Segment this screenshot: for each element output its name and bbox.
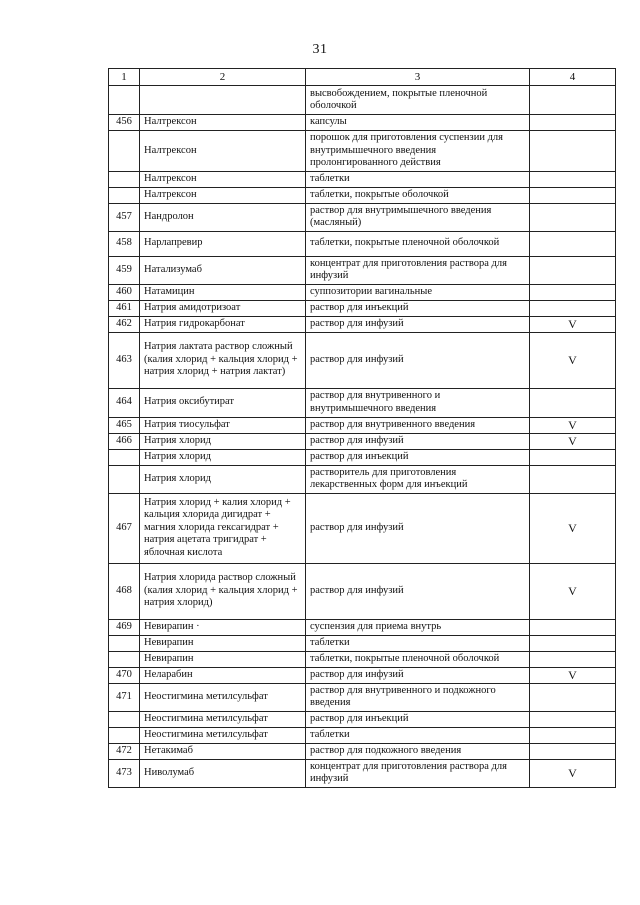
row-number — [109, 635, 140, 651]
row-number: 459 — [109, 256, 140, 284]
drug-name: Ниволумаб — [140, 759, 306, 787]
vital-mark — [530, 635, 616, 651]
row-number: 456 — [109, 115, 140, 131]
table-row — [109, 417, 616, 433]
dosage-form: таблетки, покрытые пленочной оболочкой — [306, 231, 530, 256]
table-row — [109, 759, 616, 787]
table-row — [109, 635, 616, 651]
row-number: 472 — [109, 743, 140, 759]
vital-mark: V — [530, 332, 616, 388]
row-number — [109, 449, 140, 465]
table-header-row — [109, 69, 616, 86]
row-number: 465 — [109, 417, 140, 433]
drug-name: Натрия тиосульфат — [140, 417, 306, 433]
row-number: 463 — [109, 332, 140, 388]
row-number — [109, 727, 140, 743]
drug-name: Нарлапревир — [140, 231, 306, 256]
dosage-form: высвобождением, покрытые пленочной оболочкой — [306, 86, 530, 115]
row-number: 464 — [109, 388, 140, 417]
vital-mark — [530, 284, 616, 300]
row-number: 469 — [109, 619, 140, 635]
row-number: 466 — [109, 433, 140, 449]
vital-mark — [530, 727, 616, 743]
dosage-form: порошок для приготовления суспензии для внутримышечного введения пролонгированного действия — [306, 131, 530, 172]
drug-name: Нандролон — [140, 203, 306, 231]
drug-name: Натрия хлорид + калия хлорид + кальция хлорида дигидрат + магния хлорида гексагидрат + натрия ацетата тригидрат + яблочная кислота — [140, 493, 306, 563]
table-row — [109, 388, 616, 417]
row-number: 471 — [109, 683, 140, 711]
table-row — [109, 300, 616, 316]
table-row — [109, 493, 616, 563]
table-body — [109, 69, 616, 788]
header-col-3: 3 — [306, 69, 530, 86]
table-row — [109, 619, 616, 635]
table-row — [109, 683, 616, 711]
table-row — [109, 187, 616, 203]
drug-name: Налтрексон — [140, 187, 306, 203]
row-number — [109, 711, 140, 727]
vital-mark: V — [530, 493, 616, 563]
row-number: 461 — [109, 300, 140, 316]
vital-mark: V — [530, 417, 616, 433]
header-col-1: 1 — [109, 69, 140, 86]
table-row — [109, 171, 616, 187]
row-number — [109, 171, 140, 187]
dosage-form: таблетки — [306, 727, 530, 743]
row-number: 467 — [109, 493, 140, 563]
dosage-form: раствор для инъекций — [306, 711, 530, 727]
dosage-form: раствор для внутривенного введения — [306, 417, 530, 433]
dosage-form: раствор для подкожного введения — [306, 743, 530, 759]
vital-mark: V — [530, 563, 616, 619]
row-number: 473 — [109, 759, 140, 787]
vital-mark: V — [530, 316, 616, 332]
drug-name: Натрия хлорида раствор сложный (калия хлорид + кальция хлорид + натрия хлорид) — [140, 563, 306, 619]
table-row — [109, 316, 616, 332]
vital-mark — [530, 651, 616, 667]
table-row — [109, 131, 616, 172]
dosage-form: раствор для внутривенного и подкожного введения — [306, 683, 530, 711]
row-number — [109, 187, 140, 203]
row-number: 458 — [109, 231, 140, 256]
vital-mark — [530, 231, 616, 256]
drug-name: Налтрексон — [140, 171, 306, 187]
vital-mark — [530, 300, 616, 316]
row-number — [109, 86, 140, 115]
vital-mark: V — [530, 433, 616, 449]
dosage-form: раствор для внутримышечного введения (масляный) — [306, 203, 530, 231]
table-row — [109, 449, 616, 465]
row-number — [109, 465, 140, 493]
dosage-form: суспензия для приема внутрь — [306, 619, 530, 635]
table-row — [109, 284, 616, 300]
drug-name: Натрия оксибутират — [140, 388, 306, 417]
dosage-form: раствор для инъекций — [306, 300, 530, 316]
dosage-form: раствор для инфузий — [306, 493, 530, 563]
table-row — [109, 86, 616, 115]
vital-mark — [530, 256, 616, 284]
row-number: 460 — [109, 284, 140, 300]
vital-mark — [530, 711, 616, 727]
drug-name: Неостигмина метилсульфат — [140, 711, 306, 727]
drug-name: Налтрексон — [140, 115, 306, 131]
vital-mark — [530, 683, 616, 711]
vital-mark — [530, 619, 616, 635]
table-row — [109, 332, 616, 388]
dosage-form: растворитель для приготовления лекарственных форм для инъекций — [306, 465, 530, 493]
table-row — [109, 231, 616, 256]
drug-name: Нетакимаб — [140, 743, 306, 759]
page-number: 31 — [312, 42, 328, 57]
dosage-form: суппозитории вагинальные — [306, 284, 530, 300]
drug-name — [140, 86, 306, 115]
table-row — [109, 256, 616, 284]
table-row — [109, 711, 616, 727]
table-row — [109, 743, 616, 759]
drug-name: Неостигмина метилсульфат — [140, 683, 306, 711]
vital-mark — [530, 187, 616, 203]
row-number: 468 — [109, 563, 140, 619]
vital-mark — [530, 131, 616, 172]
vital-mark — [530, 171, 616, 187]
drug-name: Натамицин — [140, 284, 306, 300]
vital-mark — [530, 449, 616, 465]
drug-name: Невирапин — [140, 651, 306, 667]
dosage-form: раствор для инфузий — [306, 433, 530, 449]
dosage-form: таблетки, покрытые оболочкой — [306, 187, 530, 203]
row-number: 470 — [109, 667, 140, 683]
drug-name: Натрия хлорид — [140, 465, 306, 493]
drug-table — [108, 68, 616, 788]
drug-name: Налтрексон — [140, 131, 306, 172]
vital-mark — [530, 115, 616, 131]
drug-name: Невирапин · — [140, 619, 306, 635]
table-row — [109, 727, 616, 743]
drug-name: Натрия амидотризоат — [140, 300, 306, 316]
vital-mark — [530, 388, 616, 417]
header-col-2: 2 — [140, 69, 306, 86]
dosage-form: раствор для инфузий — [306, 332, 530, 388]
dosage-form: таблетки — [306, 635, 530, 651]
dosage-form: раствор для инфузий — [306, 667, 530, 683]
vital-mark: V — [530, 759, 616, 787]
row-number: 462 — [109, 316, 140, 332]
vital-mark — [530, 203, 616, 231]
dosage-form: раствор для инъекций — [306, 449, 530, 465]
dosage-form: концентрат для приготовления раствора для инфузий — [306, 759, 530, 787]
dosage-form: концентрат для приготовления раствора для инфузий — [306, 256, 530, 284]
vital-mark — [530, 743, 616, 759]
drug-name: Натрия хлорид — [140, 449, 306, 465]
table-row — [109, 433, 616, 449]
vital-mark — [530, 86, 616, 115]
drug-name: Натрия хлорид — [140, 433, 306, 449]
dosage-form: раствор для инфузий — [306, 563, 530, 619]
drug-name: Натрия гидрокарбонат — [140, 316, 306, 332]
table-row — [109, 563, 616, 619]
row-number — [109, 651, 140, 667]
table-row — [109, 465, 616, 493]
table-row — [109, 667, 616, 683]
drug-name: Натрия лактата раствор сложный (калия хлорид + кальция хлорид + натрия хлорид + натрия лактат) — [140, 332, 306, 388]
drug-name: Неларабин — [140, 667, 306, 683]
vital-mark: V — [530, 667, 616, 683]
table-row — [109, 115, 616, 131]
dosage-form: раствор для внутривенного и внутримышечного введения — [306, 388, 530, 417]
row-number: 457 — [109, 203, 140, 231]
dosage-form: таблетки — [306, 171, 530, 187]
drug-name: Невирапин — [140, 635, 306, 651]
dosage-form: капсулы — [306, 115, 530, 131]
vital-mark — [530, 465, 616, 493]
row-number — [109, 131, 140, 172]
dosage-form: таблетки, покрытые пленочной оболочкой — [306, 651, 530, 667]
drug-name: Натализумаб — [140, 256, 306, 284]
table-row — [109, 651, 616, 667]
header-col-4: 4 — [530, 69, 616, 86]
table-row — [109, 203, 616, 231]
dosage-form: раствор для инфузий — [306, 316, 530, 332]
drug-name: Неостигмина метилсульфат — [140, 727, 306, 743]
